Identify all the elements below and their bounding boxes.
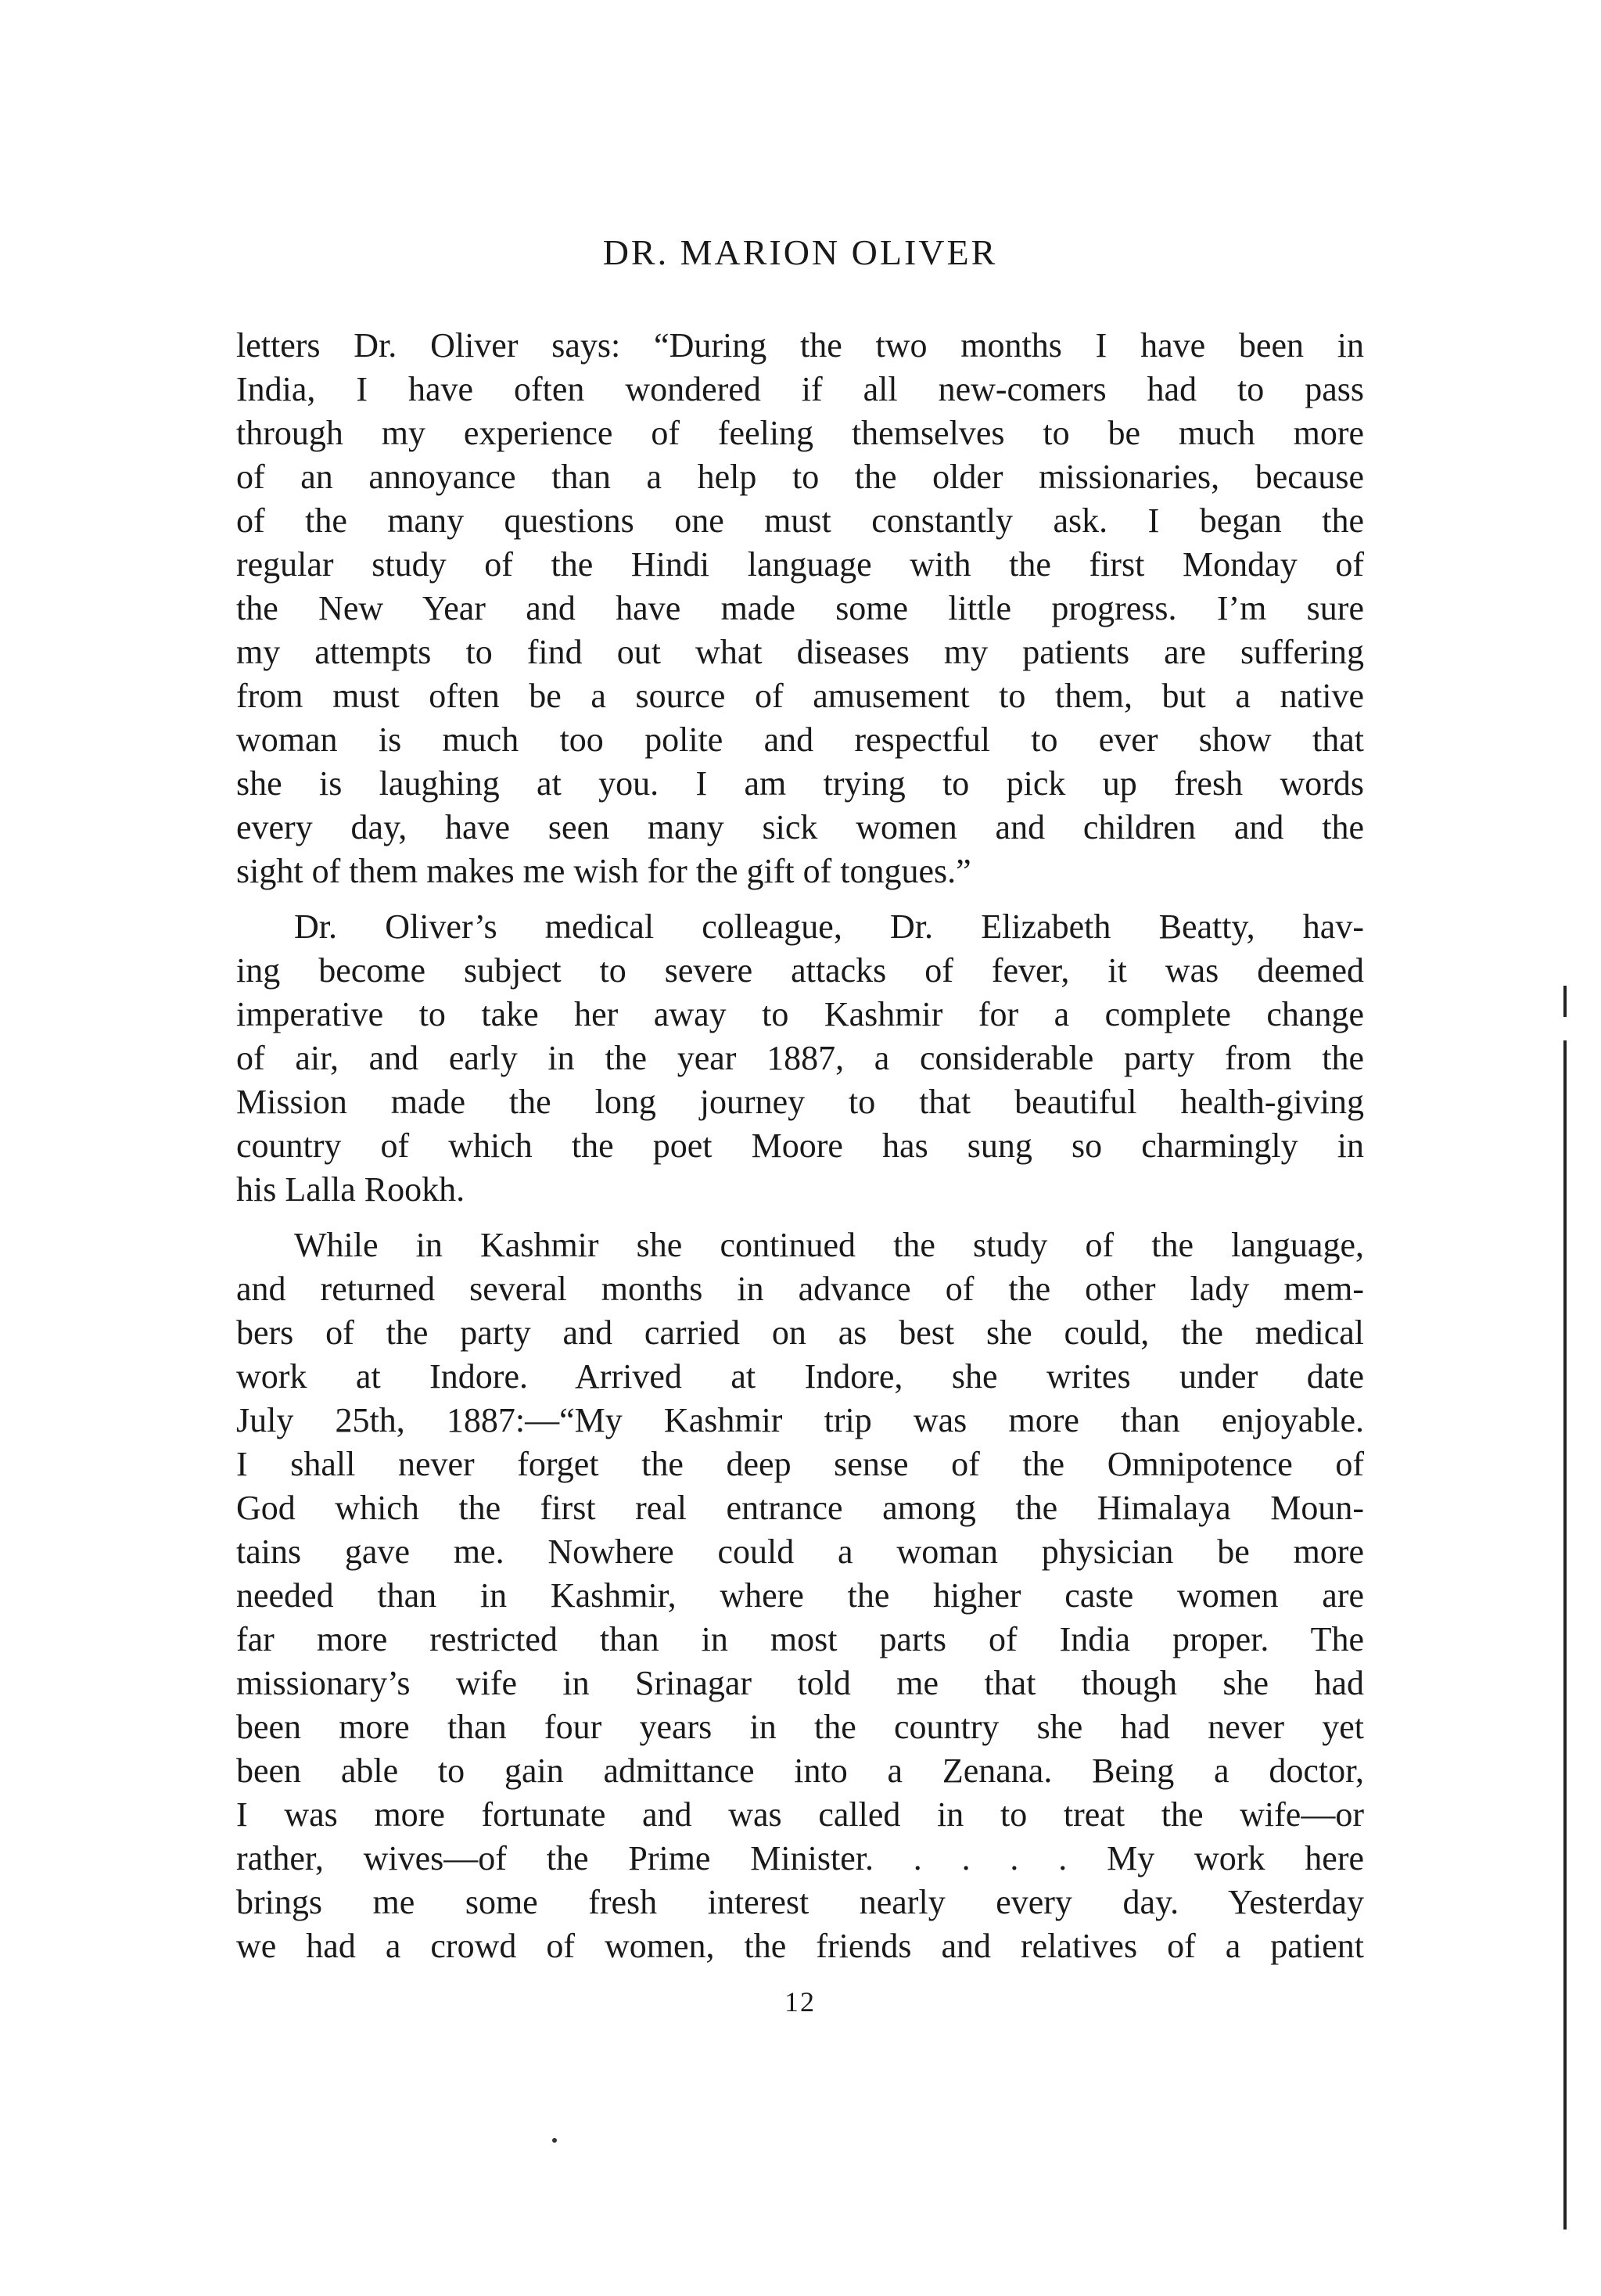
text-line: we had a crowd of women, the friends and relatives of a patient: [236, 1927, 1364, 1965]
text-line: I was more fortunate and was called in to treat the wife—or: [236, 1795, 1364, 1834]
text-line: woman is much too polite and respectful to ever show that: [236, 720, 1364, 759]
paragraph-gap: [236, 1212, 1364, 1223]
text-line: I shall never forget the deep sense of the Omnipotence of: [236, 1445, 1364, 1483]
text-line: needed than in Kashmir, where the higher caste women are: [236, 1576, 1364, 1615]
text-line: July 25th, 1887:—“My Kashmir trip was more than enjoyable.: [236, 1401, 1364, 1439]
text-line: bers of the party and carried on as best she could, the medical: [236, 1313, 1364, 1352]
text-line: tains gave me. Nowhere could a woman physician be more: [236, 1532, 1364, 1571]
text-line: his Lalla Rookh.: [236, 1170, 465, 1209]
body-text: [236, 324, 1364, 1968]
text-line: my attempts to find out what diseases my patients are suffering: [236, 633, 1364, 671]
text-line: country of which the poet Moore has sung so charmingly in: [236, 1126, 1364, 1165]
text-line: Dr. Oliver’s medical colleague, Dr. Elizabeth Beatty, hav-: [294, 907, 1364, 946]
text-line: she is laughing at you. I am trying to pick up fresh words: [236, 764, 1364, 803]
text-line: God which the first real entrance among the Himalaya Moun-: [236, 1489, 1364, 1527]
text-line: Mission made the long journey to that beautiful health-giving: [236, 1083, 1364, 1121]
text-line: through my experience of feeling themselves to be much more: [236, 414, 1364, 452]
text-line: sight of them makes me wish for the gift of tongues.”: [236, 852, 971, 890]
text-line: ing become subject to severe attacks of fever, it was deemed: [236, 951, 1364, 990]
text-line: regular study of the Hindi language with the first Monday of: [236, 545, 1364, 584]
paragraph: [236, 905, 1364, 1212]
text-line: far more restricted than in most parts of India proper. The: [236, 1620, 1364, 1658]
text-line: India, I have often wondered if all new-comers had to pass: [236, 370, 1364, 408]
text-line: been able to gain admittance into a Zenana. Being a doctor,: [236, 1752, 1364, 1790]
text-line: of air, and early in the year 1887, a considerable party from the: [236, 1039, 1364, 1077]
text-line: work at Indore. Arrived at Indore, she writes under date: [236, 1357, 1364, 1396]
scan-edge-mark: [1563, 986, 1567, 1017]
text-line: rather, wives—of the Prime Minister. . . . . My work here: [236, 1839, 1364, 1877]
text-line: the New Year and have made some little progress. I’m sure: [236, 589, 1364, 627]
text-line: every day, have seen many sick women and children and the: [236, 808, 1364, 846]
text-line: of an annoyance than a help to the older missionaries, because: [236, 458, 1364, 496]
print-speck: [552, 2138, 557, 2143]
text-line: letters Dr. Oliver says: “During the two months I have been in: [236, 326, 1364, 365]
paragraph: [236, 324, 1364, 893]
text-line: missionary’s wife in Srinagar told me that though she had: [236, 1664, 1364, 1702]
text-line: and returned several months in advance of the other lady mem-: [236, 1270, 1364, 1308]
scan-edge-mark: [1563, 1040, 1567, 2230]
text-line: from must often be a source of amusement to them, but a native: [236, 677, 1364, 715]
text-line: of the many questions one must constantly ask. I began the: [236, 501, 1364, 540]
page-number: 12: [784, 1986, 816, 2018]
running-title: DR. MARION OLIVER: [602, 232, 998, 272]
text-line: brings me some fresh interest nearly every day. Yesterday: [236, 1883, 1364, 1921]
text-line: imperative to take her away to Kashmir for a complete change: [236, 995, 1364, 1033]
text-line: been more than four years in the country she had never yet: [236, 1708, 1364, 1746]
paragraph-gap: [236, 893, 1364, 905]
paragraph: [236, 1223, 1364, 1968]
text-line: While in Kashmir she continued the study of the language,: [294, 1226, 1364, 1264]
